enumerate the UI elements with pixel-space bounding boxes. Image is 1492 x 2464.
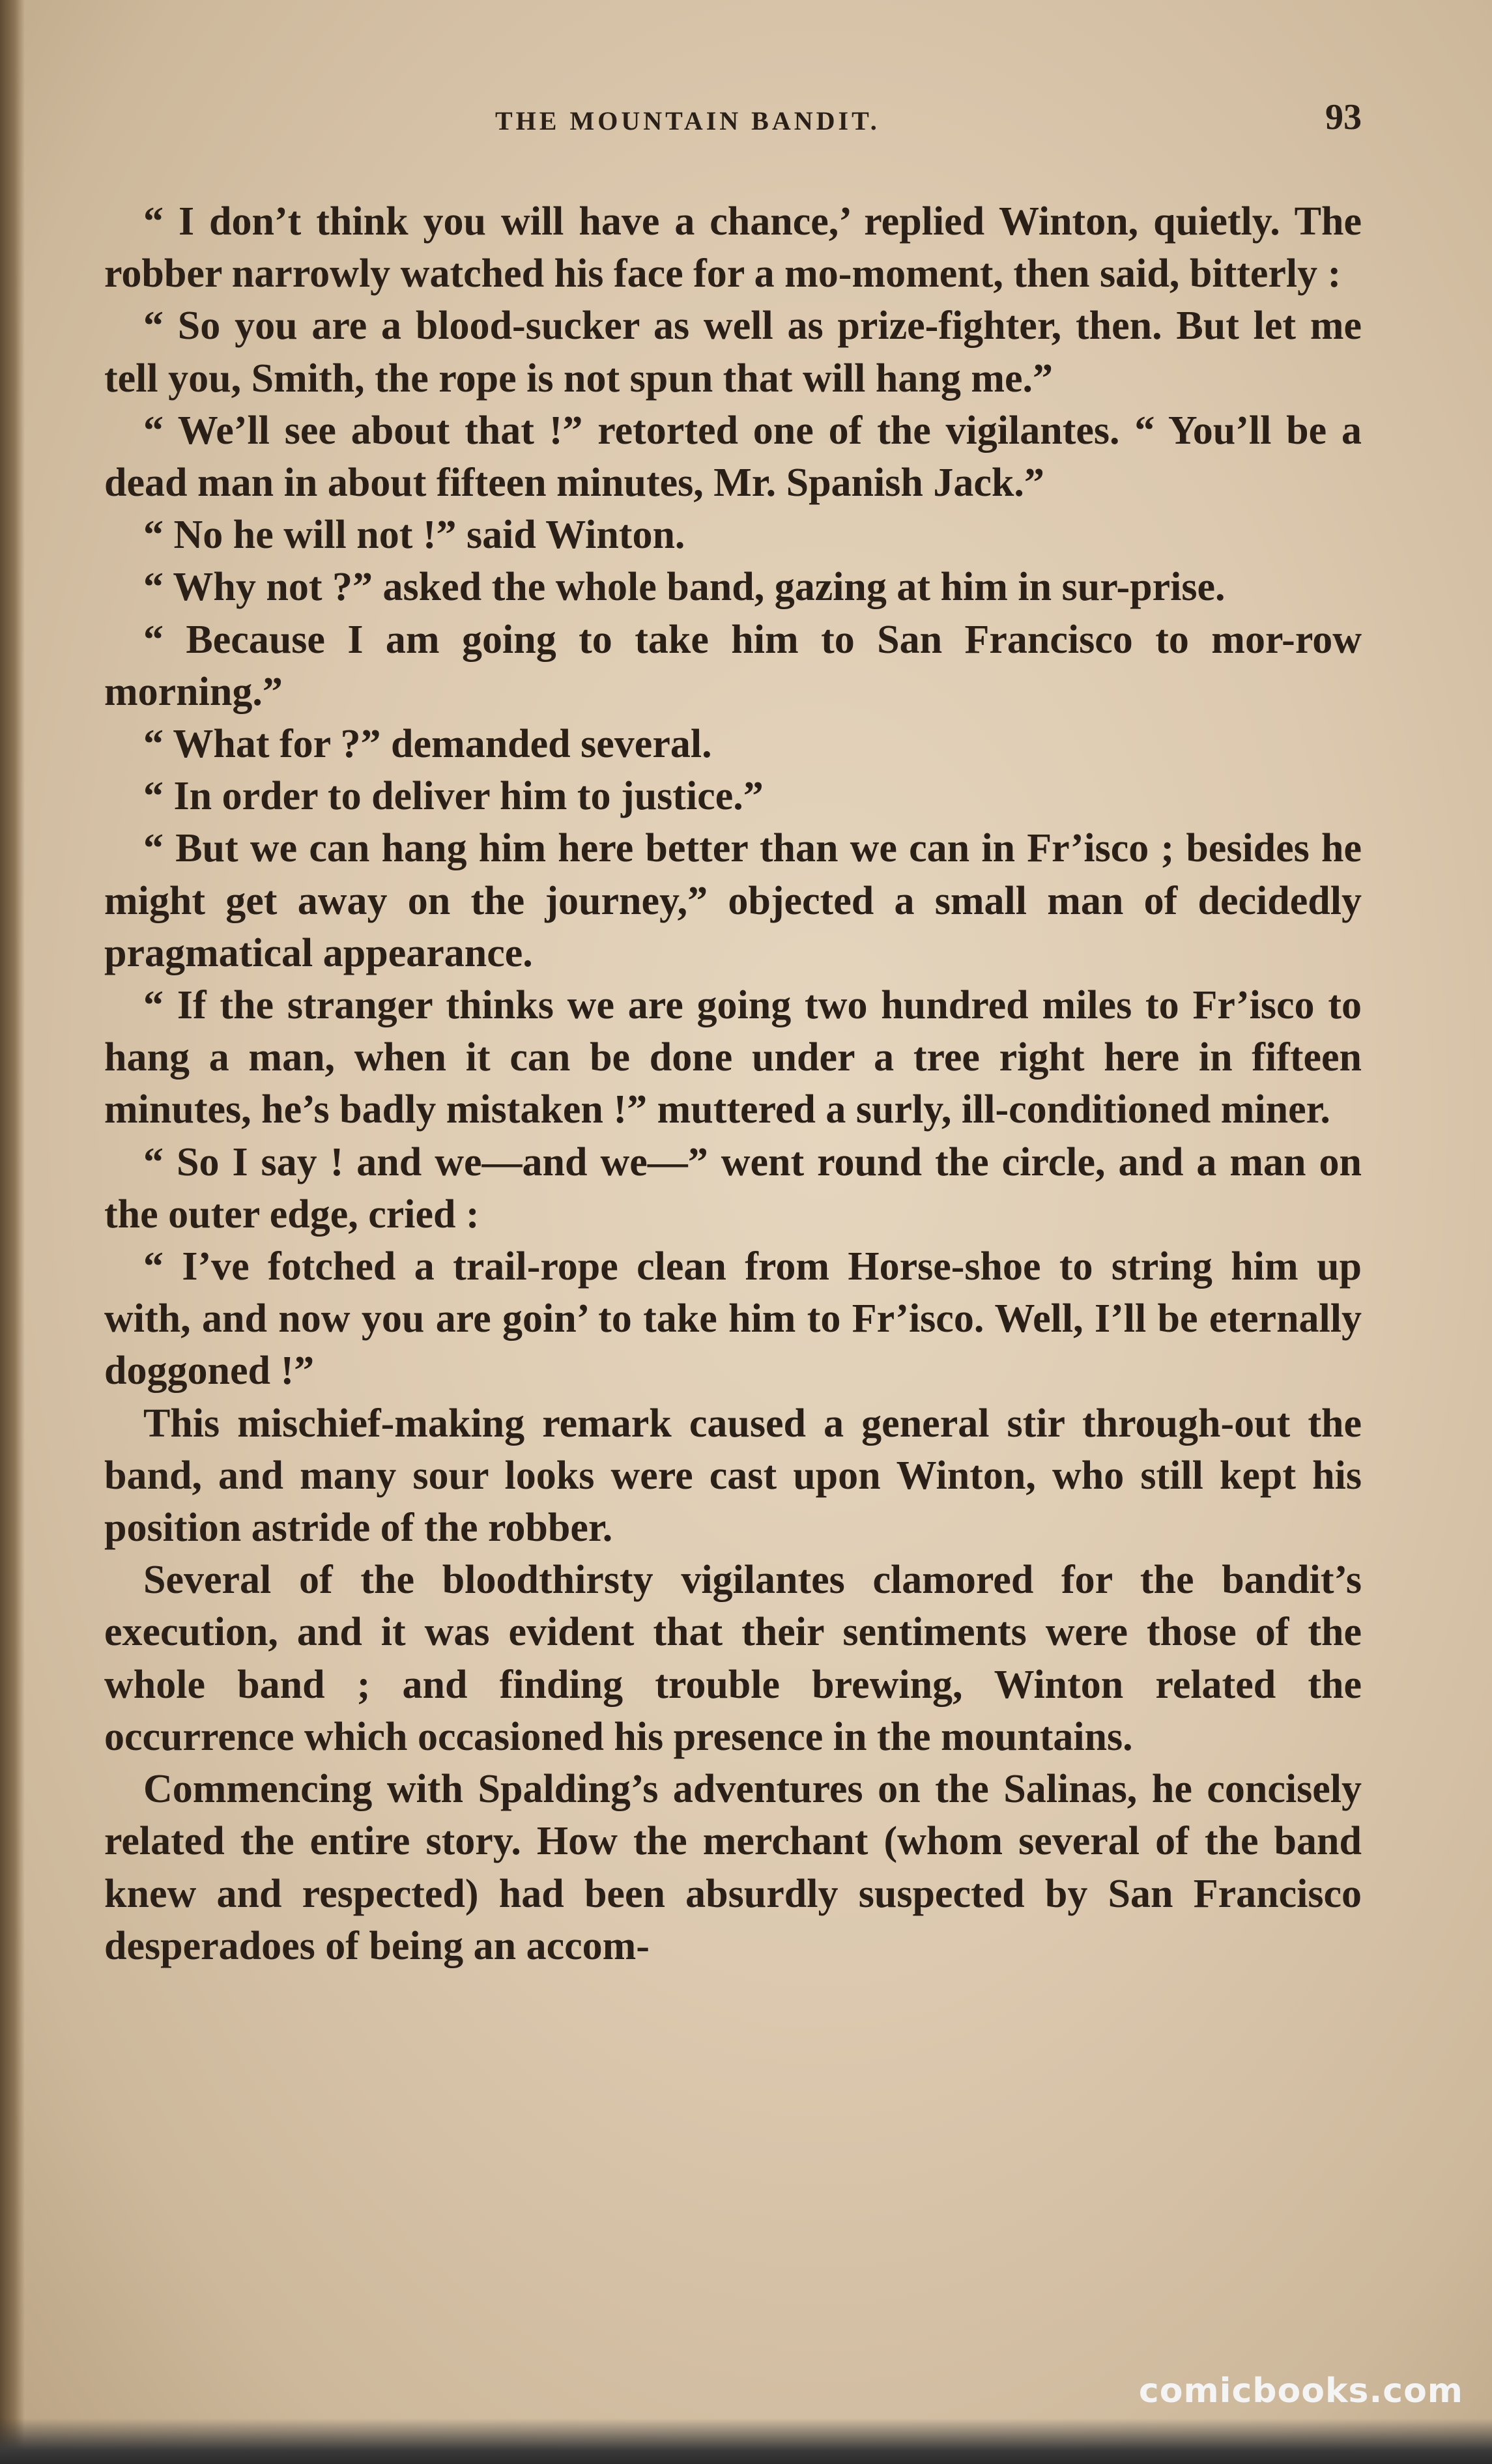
paragraph: “ So you are a blood-sucker as well as prize-fighter, then. But let me tell you, Smith, the rope is not spun that will hang me.” [104, 304, 1362, 401]
paragraph: This mischief-making remark caused a general stir through-out the band, and many sour looks were cast upon Winton, who still kept his position astride of the robber. [104, 1401, 1362, 1551]
paragraph: “ I don’t think you will have a chance,’ replied Winton, quietly. The robber narrowly watched his face for a mo-moment, then said, bitterly : [104, 199, 1362, 296]
paragraph: “ No he will not !” said Winton. [143, 513, 685, 558]
scan-bottom-edge [0, 2418, 1492, 2464]
paragraph: “ I’ve fotched a trail-rope clean from Horse-shoe to string him up with, and now you are goin’ to take him to Fr’isco. Well, I’ll be eternally doggoned !” [104, 1244, 1362, 1394]
paragraph: “ In order to deliver him to justice.” [143, 774, 764, 819]
paragraph: “ If the stranger thinks we are going two hundred miles to Fr’isco to hang a man, when it can be done under a tree right here in fifteen minutes, he’s badly mistaken !” muttered a surly, ill-conditioned miner. [104, 983, 1362, 1132]
page-binding-edge [0, 0, 25, 2464]
paragraph: Several of the bloodthirsty vigilantes clamored for the bandit’s execution, and it was evident that their sentiments were those of the whole band ; and finding trouble brewing, Winton related the occurrence which occasioned his presence in the mountains. [104, 1558, 1362, 1759]
paragraph: “ So I say ! and we—and we—” went round the circle, and a man on the outer edge, cried : [104, 1139, 1362, 1237]
paragraph: “ Why not ?” asked the whole band, gazing at him in sur-prise. [143, 565, 1226, 610]
paragraph: “ We’ll see about that !” retorted one of the vigilantes. “ You’ll be a dead man in about fifteen minutes, Mr. Spanish Jack.” [104, 408, 1362, 506]
page-header [104, 96, 1362, 142]
paragraph: “ What for ?” demanded several. [143, 722, 712, 767]
watermark: comicbooks.com [1138, 2371, 1463, 2411]
paragraph: Commencing with Spalding’s adventures on the Salinas, he concisely related the entire story. How the merchant (whom several of the band knew and respected) had been absurdly suspected by San Francisco desperadoes of being an accom- [104, 1767, 1362, 1968]
paragraph: “ But we can hang him here better than we can in Fr’isco ; besides he might get away on the journey,” objected a small man of decidedly pragmatical appearance. [104, 826, 1362, 975]
running-head: THE MOUNTAIN BANDIT. [495, 106, 880, 136]
page-number: 93 [1325, 97, 1362, 137]
body-text [104, 195, 1362, 1972]
paragraph: “ Because I am going to take him to San Francisco to mor-row morning.” [104, 617, 1362, 714]
